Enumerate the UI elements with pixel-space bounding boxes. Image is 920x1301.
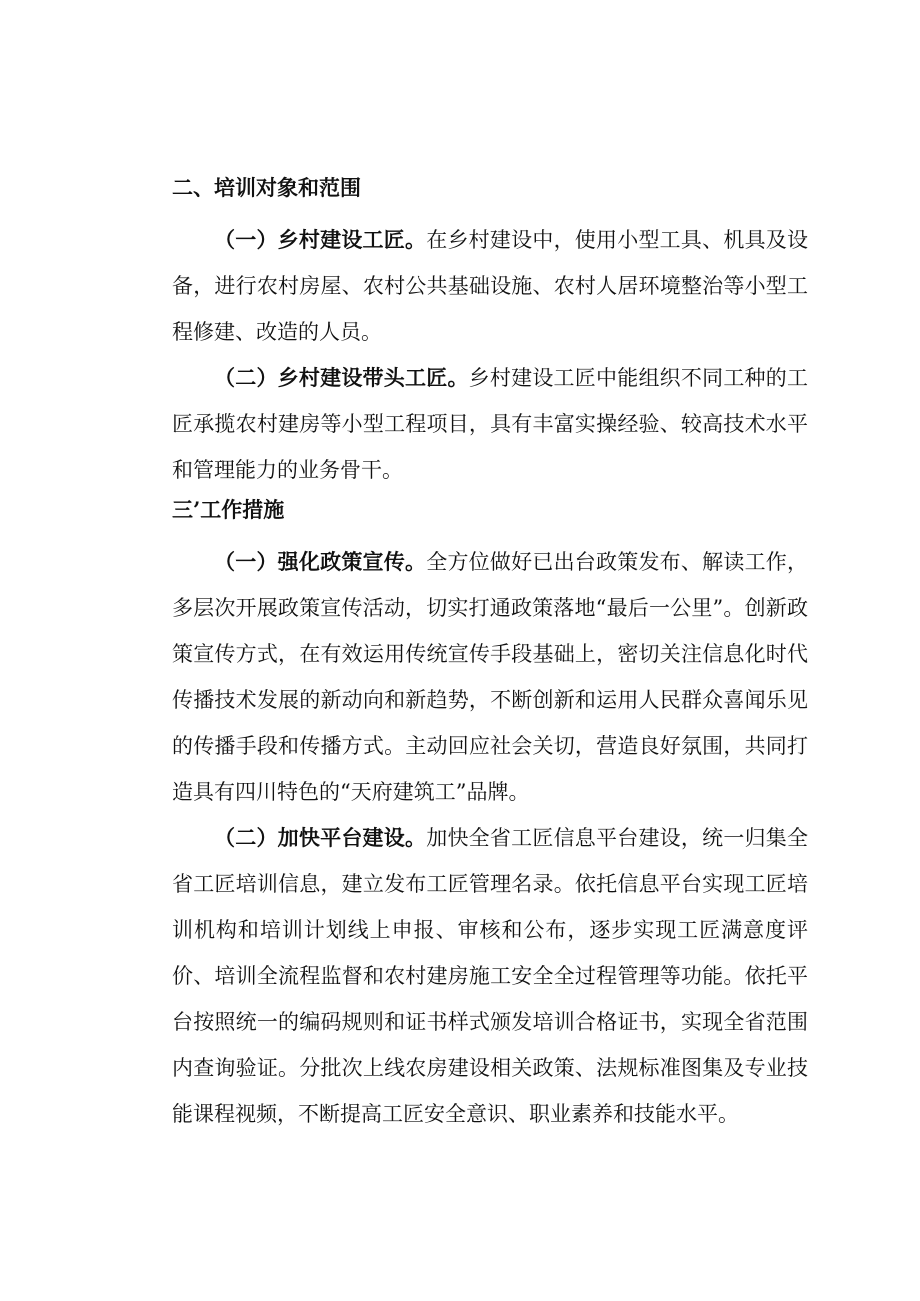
- section-heading-work-measures: 三’工作措施: [172, 497, 285, 522]
- paragraph-body: 在乡村建设中，使用小型工具、机具及设备，进行农村房屋、农村公共基础设施、农村人居环境整治等小型工程修建、改造的人员。: [172, 228, 809, 344]
- paragraph-lead-craftsman: [172, 355, 808, 493]
- section-heading-training-targets: 二、培训对象和范围: [172, 175, 361, 200]
- paragraph-body: 加快全省工匠信息平台建设，统一归集全省工匠培训信息，建立发布工匠管理名录。依托信息平台实现工匠培训机构和培训计划线上申报、审核和公布，逐步实现工匠满意度评价、培训全流程监督和农村建房施工安全全过程管理等功能。依托平台按照统一的编码规则和证书样式颁发培训合格证书，实现全省范围内查询验证。分批次上线农房建设相关政策、法规标准图集及专业技能课程视频，不断提高工匠安全意识、职业素养和技能水平。: [172, 826, 809, 1126]
- paragraph-lead: （一）强化政策宣传。: [214, 549, 427, 574]
- paragraph-lead: （二）乡村建设带头工匠。: [214, 365, 469, 390]
- paragraph-policy-publicity: [172, 539, 808, 815]
- paragraph-platform-building: [172, 815, 808, 1137]
- paragraph-body: 全方位做好已出台政策发布、解读工作，多层次开展政策宣传活动，切实打通政策落地“最后一公里”。创新政策宣传方式，在有效运用传统宣传手段基础上，密切关注信息化时代传播技术发展的新动向和新趋势，不断创新和运用人民群众喜闻乐见的传播手段和传播方式。主动回应社会关切，营造良好氛围，共同打造具有四川特色的“天府建筑工”品牌。: [172, 550, 809, 804]
- paragraph-body: 乡村建设工匠中能组织不同工种的工匠承揽农村建房等小型工程项目，具有丰富实操经验、较高技术水平和管理能力的业务骨干。: [172, 366, 809, 482]
- paragraph-rural-craftsman: [172, 217, 808, 355]
- paragraph-lead: （一）乡村建设工匠。: [214, 227, 427, 252]
- paragraph-lead: （二）加快平台建设。: [214, 825, 427, 850]
